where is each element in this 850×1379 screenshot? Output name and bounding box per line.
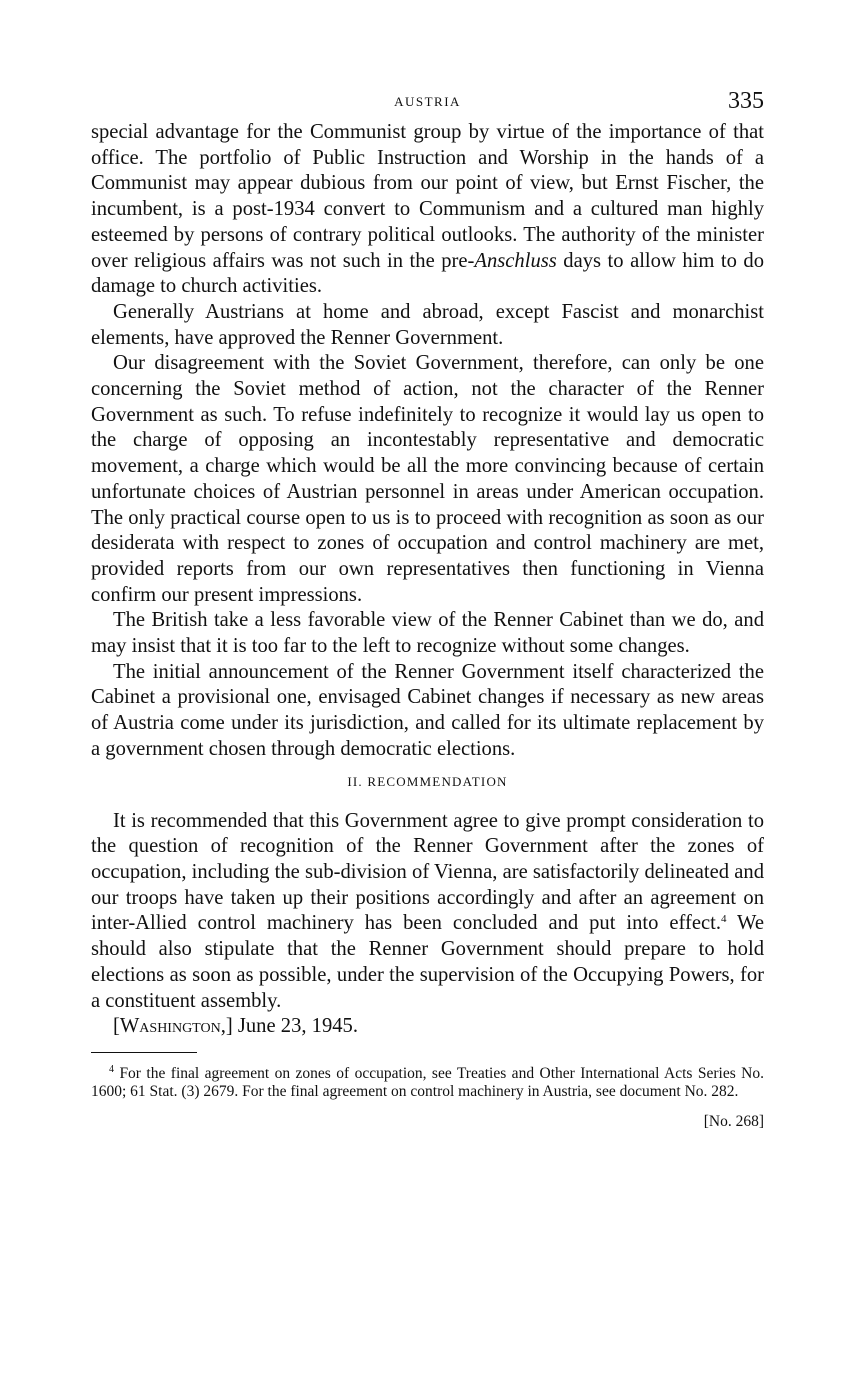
footnote-reference: 4 bbox=[721, 913, 727, 926]
page-header bbox=[91, 88, 764, 120]
paragraph-1-italic: Anschluss bbox=[474, 249, 557, 272]
document-page bbox=[91, 88, 764, 1131]
running-title: AUSTRIA bbox=[394, 94, 461, 109]
page-number: 335 bbox=[728, 88, 764, 114]
body-text bbox=[91, 120, 764, 1040]
footnote bbox=[91, 1061, 764, 1100]
recommendation-paragraph bbox=[91, 809, 764, 1015]
footnote-divider bbox=[91, 1052, 197, 1053]
paragraph-3: Our disagreement with the Soviet Government, therefore, can only be one concerning the Soviet method of action, not the character of the Renner Government as such. To refuse indefinitely to recognize it would lay us open to the charge of opposing an incontestably representative and democratic movement, a charge which would be all the more convincing because of certain unfortunate choices of Austrian personnel in areas under American occupation. The only practical course open to us is to proceed with recognition as soon as our desiderata with respect to zones of occupation and control machinery are met, provided reports from our own representatives then functioning in Vienna confirm our present impressions. bbox=[91, 352, 764, 606]
paragraph-1-end: days to allow him to do damage to church activities. bbox=[91, 249, 764, 298]
recommendation-text-end: We should also stipulate that the Renner Government should prepare to hold elections as soon as possible, under the supervision of the Occupying Powers, for a constituent assembly. bbox=[91, 912, 764, 1012]
paragraph-2: Generally Austrians at home and abroad, except Fascist and monarchist elements, have approved the Renner Government. bbox=[91, 300, 764, 349]
dateline-open: [ bbox=[113, 1015, 120, 1038]
dateline bbox=[91, 1014, 764, 1040]
paragraph-1 bbox=[91, 120, 764, 300]
document-number: [No. 268] bbox=[703, 1113, 764, 1131]
recommendation-text: It is recommended that this Government agree to give prompt consideration to the question of recognition of the Renner Government after the zones of occupation, including the sub-division of Vienna, are satisfactorily delineated and our troops have taken up their positions accordingly and after an agreement on inter-Allied control machinery has been concluded and put into effect. bbox=[91, 809, 764, 935]
footnote-marker: 4 bbox=[109, 1063, 114, 1075]
dateline-date: ,] June 23, 1945. bbox=[220, 1015, 358, 1038]
paragraph-1-text: special advantage for the Communist group by virtue of the importance of that office. The portfolio of Public Instruction and Worship in the hands of a Communist may appear dubious from our point of view, but Ernst Fischer, the incumbent, is a post-1934 convert to Communism and a cultured man highly esteemed by persons of contrary political outlooks. The authority of the minister over religious affairs was not such in the pre- bbox=[91, 121, 764, 272]
paragraph-5: The initial announcement of the Renner Government itself characterized the Cabinet a provisional one, envisaged Cabinet changes if necessary as new areas of Austria come under its jurisdiction, and called for its ultimate replacement by a government chosen through democratic elections. bbox=[91, 660, 764, 760]
section-heading: II. RECOMMENDATION bbox=[347, 773, 508, 789]
paragraph-4: The British take a less favorable view of the Renner Cabinet than we do, and may insist that it is too far to the left to recognize without some changes. bbox=[91, 609, 764, 658]
footnote-text: For the final agreement on zones of occupation, see Treaties and Other International Acts Series No. 1600; 61 Stat. (3) 2679. For the final agreement on control machinery in Austria, see document No. 282. bbox=[91, 1065, 764, 1100]
dateline-place: Washington bbox=[119, 1015, 221, 1038]
